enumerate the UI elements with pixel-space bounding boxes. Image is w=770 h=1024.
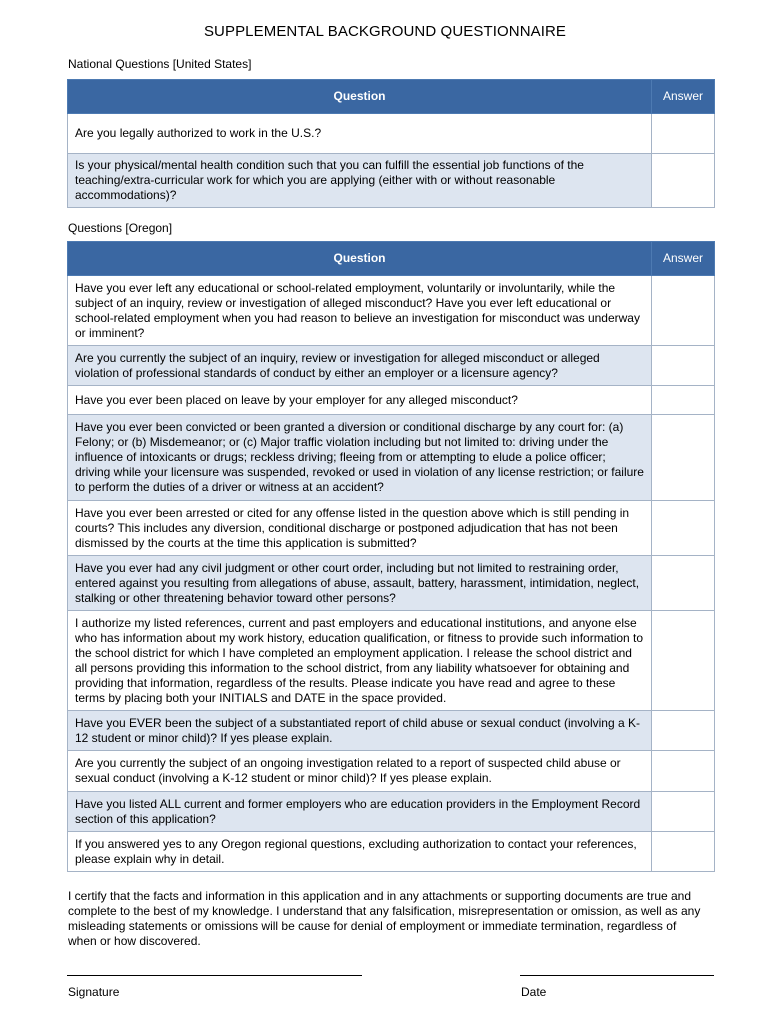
question-text: Have you listed ALL current and former employers who are education providers in the Employment Record section of this application? (68, 792, 652, 832)
signature-label: Signature (68, 985, 120, 999)
answer-field[interactable] (652, 501, 715, 556)
table-header-row (68, 242, 715, 276)
table-row (68, 751, 715, 792)
answer-field[interactable] (652, 611, 715, 711)
question-text: Have you EVER been the subject of a substantiated report of child abuse or sexual conduct (involving a K-12 student or minor child)? If yes please explain. (68, 711, 652, 751)
table-row (68, 611, 715, 711)
question-text: Are you legally authorized to work in the U.S.? (68, 114, 652, 154)
certification-statement: I certify that the facts and information in this application and in any attachments or supporting documents are true and complete to the best of my knowledge. I understand that any falsification, misrepresentation or omission, as well as any misleading statements or omissions will be cause for denial of employment or immediate termination, regardless of when or how discovered. (68, 889, 701, 948)
question-text: Is your physical/mental health condition such that you can fulfill the essential job functions of the teaching/extra-curricular work for which you are applying (either with or without reasonable accommodations)? (68, 154, 652, 208)
answer-field[interactable] (652, 415, 715, 501)
answer-field[interactable] (652, 276, 715, 346)
table-row (68, 501, 715, 556)
table-row (68, 346, 715, 386)
answer-field[interactable] (652, 114, 715, 154)
table-row (68, 792, 715, 832)
table-row (68, 154, 715, 208)
question-text: Have you ever had any civil judgment or other court order, including but not limited to restraining order, entered against you resulting from allegations of abuse, assault, battery, harassment, intimidation, neglect, stalking or other threatening behavior toward other persons? (68, 556, 652, 611)
question-text: I authorize my listed references, current and past employers and educational institutions, and anyone else who has information about my work history, education qualification, or fitness to provide such information to the school district for which I have completed an employment application. I release the school district and all persons providing this information to the school district, from any liability whatsoever for obtaining and providing that information, regardless of the results. Please indicate you have read and agree to these terms by placing both your INITIALS and DATE in the space provided. (68, 611, 652, 711)
question-text: Have you ever been arrested or cited for any offense listed in the question above which is still pending in courts? This includes any diversion, conditional discharge or postponed adjudication that has not been dismissed by the courts at the time this application is submitted? (68, 501, 652, 556)
table-row (68, 415, 715, 501)
answer-field[interactable] (652, 154, 715, 208)
question-text: Are you currently the subject of an ongoing investigation related to a report of suspected child abuse or sexual conduct (involving a K-12 student or minor child)? If yes please explain. (68, 751, 652, 792)
national-section-label: National Questions [United States] (68, 57, 252, 71)
answer-field[interactable] (652, 751, 715, 792)
table-row (68, 711, 715, 751)
table-row (68, 276, 715, 346)
question-text: Have you ever been placed on leave by your employer for any alleged misconduct? (68, 386, 652, 415)
question-text: Have you ever been convicted or been granted a diversion or conditional discharge by any court for: (a) Felony; or (b) Misdemeanor; or (c) Major traffic violation including but not limited to: driving under the influence of intoxicants or drugs; reckless driving; fleeing from or attempting to elude a police officer; driving while your licensure was suspended, revoked or used in violation of any license restriction; or failure to perform the duties of a driver or witness at an accident? (68, 415, 652, 501)
answer-field[interactable] (652, 556, 715, 611)
table-header-row (68, 80, 715, 114)
date-label: Date (521, 985, 547, 999)
table-row (68, 386, 715, 415)
answer-field[interactable] (652, 711, 715, 751)
answer-column-header: Answer (652, 242, 715, 276)
answer-field[interactable] (652, 346, 715, 386)
answer-column-header: Answer (652, 80, 715, 114)
page-title: SUPPLEMENTAL BACKGROUND QUESTIONNAIRE (203, 23, 567, 40)
date-line[interactable] (520, 975, 714, 976)
answer-field[interactable] (652, 792, 715, 832)
question-text: Are you currently the subject of an inquiry, review or investigation for alleged misconduct or alleged violation of professional standards of conduct by either an employer or a licensure agency? (68, 346, 652, 386)
table-row (68, 556, 715, 611)
table-row (68, 114, 715, 154)
question-text: Have you ever left any educational or school-related employment, voluntarily or involuntarily, while the subject of an inquiry, review or investigation of alleged misconduct? Have you ever left educational or school-related employment when you had reason to believe an investigation for misconduct was underway or imminent? (68, 276, 652, 346)
question-column-header: Question (68, 242, 652, 276)
answer-field[interactable] (652, 832, 715, 872)
table-row (68, 832, 715, 872)
question-column-header: Question (68, 80, 652, 114)
oregon-section-label: Questions [Oregon] (68, 221, 173, 235)
question-text: If you answered yes to any Oregon regional questions, excluding authorization to contact your references, please explain why in detail. (68, 832, 652, 872)
national-questions-table (67, 79, 715, 208)
oregon-questions-table (67, 241, 715, 872)
signature-line[interactable] (67, 975, 362, 976)
answer-field[interactable] (652, 386, 715, 415)
